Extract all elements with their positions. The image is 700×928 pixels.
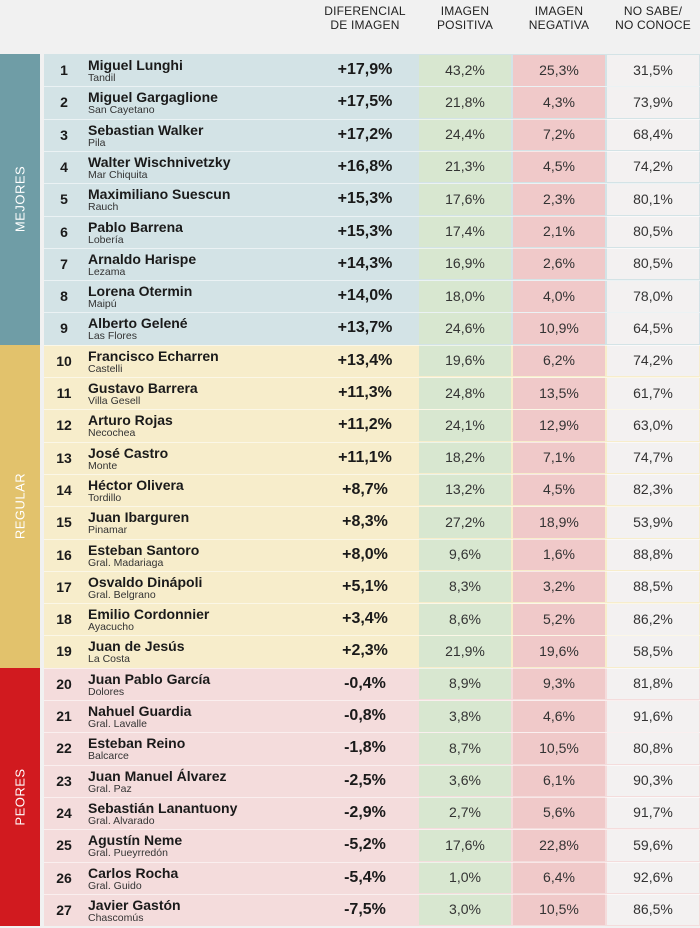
mayor-name: Walter Wischnivetzky bbox=[88, 153, 231, 170]
city-name: Monte bbox=[88, 459, 118, 472]
city-name: Tordillo bbox=[88, 491, 122, 504]
city-name: Ayacucho bbox=[88, 621, 134, 634]
diferencial-value: -1,8% bbox=[344, 739, 386, 757]
header-diferencial-line1: DIFERENCIAL bbox=[324, 4, 406, 18]
mayor-name: Agustín Neme bbox=[88, 832, 183, 849]
row-separator bbox=[44, 732, 700, 733]
mayor-name: Arturo Rojas bbox=[88, 412, 173, 429]
rank-number: 13 bbox=[56, 449, 72, 466]
table-row bbox=[0, 54, 700, 86]
no-sabe-value: 74,2% bbox=[607, 345, 699, 376]
mayor-name: Lorena Otermin bbox=[88, 283, 193, 300]
table-row bbox=[0, 829, 700, 861]
imagen-negativa-value: 10,5% bbox=[513, 733, 605, 764]
table-row bbox=[0, 248, 700, 280]
table-row bbox=[0, 216, 700, 248]
no-sabe-value: 88,5% bbox=[607, 571, 699, 602]
imagen-positiva-value: 43,2% bbox=[419, 55, 511, 86]
imagen-negativa-value: 9,3% bbox=[513, 668, 605, 699]
city-name: Lezama bbox=[88, 265, 126, 278]
row-separator bbox=[44, 571, 700, 572]
no-sabe-value: 81,8% bbox=[607, 668, 699, 699]
mayor-name: Javier Gastón bbox=[88, 896, 181, 913]
row-separator bbox=[44, 603, 700, 604]
table-row bbox=[0, 312, 700, 344]
diferencial-value: +8,7% bbox=[342, 480, 388, 498]
imagen-negativa-value: 25,3% bbox=[513, 55, 605, 86]
no-sabe-value: 80,1% bbox=[607, 184, 699, 215]
table-row bbox=[0, 732, 700, 764]
imagen-negativa-value: 18,9% bbox=[513, 507, 605, 538]
table-row bbox=[0, 635, 700, 667]
rank-number: 15 bbox=[56, 514, 72, 531]
imagen-positiva-value: 24,8% bbox=[419, 378, 511, 409]
city-name: Gral. Paz bbox=[88, 782, 132, 795]
no-sabe-value: 80,8% bbox=[607, 733, 699, 764]
imagen-positiva-value: 27,2% bbox=[419, 507, 511, 538]
header-negativa-line1: IMAGEN bbox=[534, 4, 584, 18]
diferencial-value: +14,0% bbox=[337, 287, 393, 305]
city-name: Castelli bbox=[88, 362, 123, 375]
diferencial-value: +11,3% bbox=[338, 384, 392, 401]
table-row bbox=[0, 409, 700, 441]
mayor-name: Nahuel Guardia bbox=[88, 703, 192, 719]
imagen-negativa-value: 6,2% bbox=[513, 345, 605, 376]
rank-number: 11 bbox=[56, 385, 72, 401]
table-row bbox=[0, 668, 700, 700]
imagen-positiva-value: 18,2% bbox=[419, 442, 511, 473]
city-name: Dolores bbox=[88, 685, 125, 698]
no-sabe-value: 64,5% bbox=[607, 313, 699, 344]
mayor-name: Esteban Santoro bbox=[88, 541, 200, 558]
rank-number: 24 bbox=[56, 804, 72, 821]
rank-number: 6 bbox=[60, 223, 68, 240]
imagen-negativa-value: 2,6% bbox=[513, 248, 605, 279]
diferencial-value: -0,8% bbox=[344, 707, 386, 724]
city-name: La Costa bbox=[88, 653, 131, 666]
no-sabe-value: 86,2% bbox=[607, 604, 699, 635]
imagen-positiva-value: 19,6% bbox=[419, 345, 511, 376]
imagen-positiva-value: 21,8% bbox=[419, 87, 511, 118]
rank-number: 2 bbox=[60, 94, 68, 111]
row-separator bbox=[44, 862, 700, 863]
diferencial-value: +11,1% bbox=[338, 448, 392, 466]
no-sabe-value: 74,2% bbox=[607, 151, 699, 182]
header-positiva-line2: POSITIVA bbox=[436, 18, 494, 32]
imagen-negativa-value: 4,5% bbox=[513, 151, 605, 182]
row-separator bbox=[44, 765, 700, 766]
table-row bbox=[0, 280, 700, 312]
imagen-negativa-value: 4,6% bbox=[513, 701, 605, 732]
diferencial-value: +16,8% bbox=[337, 157, 393, 175]
rank-number: 5 bbox=[60, 191, 68, 208]
rank-number: 1 bbox=[60, 62, 68, 78]
diferencial-value: +13,7% bbox=[337, 319, 393, 337]
mayor-name: Maximiliano Suescun bbox=[88, 186, 231, 203]
mayor-name: Francisco Echarren bbox=[88, 347, 219, 364]
diferencial-value: +2,3% bbox=[342, 642, 388, 660]
diferencial-value: +17,5% bbox=[337, 93, 393, 111]
imagen-negativa-value: 22,8% bbox=[513, 830, 605, 861]
city-name: Mar Chiquita bbox=[88, 168, 148, 181]
city-name: Necochea bbox=[88, 427, 136, 440]
city-name: Gral. Lavalle bbox=[88, 718, 147, 730]
diferencial-value: +8,0% bbox=[342, 545, 388, 563]
imagen-positiva-value: 8,3% bbox=[419, 571, 511, 602]
table-row bbox=[0, 86, 700, 118]
rank-number: 16 bbox=[56, 546, 72, 563]
city-name: Chascomús bbox=[88, 911, 144, 924]
no-sabe-value: 61,7% bbox=[607, 378, 699, 409]
mayor-name: Juan de Jesús bbox=[88, 638, 185, 655]
imagen-negativa-value: 6,4% bbox=[513, 862, 605, 893]
imagen-positiva-value: 9,6% bbox=[419, 539, 511, 570]
city-name: Villa Gesell bbox=[88, 395, 141, 407]
no-sabe-value: 88,8% bbox=[607, 539, 699, 570]
imagen-negativa-value: 7,2% bbox=[513, 119, 605, 150]
header-negativa-line2: NEGATIVA bbox=[528, 18, 590, 32]
city-name: Gral. Madariaga bbox=[88, 556, 164, 569]
diferencial-value: -0,4% bbox=[344, 674, 386, 692]
row-separator bbox=[44, 248, 700, 249]
diferencial-value: +15,3% bbox=[337, 190, 393, 208]
mayor-name: Arnaldo Harispe bbox=[88, 250, 197, 267]
mayor-name: Alberto Gelené bbox=[88, 315, 188, 332]
city-name: Gral. Guido bbox=[88, 879, 142, 892]
rank-number: 20 bbox=[56, 675, 72, 692]
header-positiva-line1: IMAGEN bbox=[440, 4, 490, 18]
city-name: Maipú bbox=[88, 298, 117, 311]
diferencial-value: +3,4% bbox=[342, 610, 388, 628]
rank-number: 7 bbox=[60, 255, 68, 272]
imagen-positiva-value: 8,6% bbox=[419, 604, 511, 635]
city-name: Lobería bbox=[88, 233, 124, 246]
header-no-sabe bbox=[607, 4, 699, 48]
table-row bbox=[0, 603, 700, 635]
rank-number: 21 bbox=[56, 708, 72, 724]
city-name: Pila bbox=[88, 136, 106, 149]
mayor-name: Juan Manuel Álvarez bbox=[88, 767, 227, 784]
no-sabe-value: 73,9% bbox=[607, 87, 699, 118]
row-separator bbox=[44, 797, 700, 798]
imagen-positiva-value: 17,6% bbox=[419, 184, 511, 215]
diferencial-value: -7,5% bbox=[344, 900, 386, 918]
table-header bbox=[0, 0, 700, 53]
diferencial-value: +14,3% bbox=[337, 254, 393, 272]
rank-number: 23 bbox=[56, 772, 72, 789]
mayor-name: Sebastián Lanantuony bbox=[88, 799, 238, 816]
diferencial-value: +13,4% bbox=[337, 351, 393, 369]
city-name: Gral. Pueyrredón bbox=[88, 847, 168, 860]
mayor-name: Miguel Lunghi bbox=[88, 57, 183, 73]
table-row bbox=[0, 377, 700, 409]
mayor-name: Juan Ibarguren bbox=[88, 509, 190, 526]
city-name: Rauch bbox=[88, 201, 119, 214]
diferencial-value: +17,9% bbox=[337, 61, 393, 78]
row-separator bbox=[44, 86, 700, 87]
imagen-negativa-value: 12,9% bbox=[513, 410, 605, 441]
group-label: REGULAR bbox=[12, 473, 28, 540]
header-nosabe-line1: NO SABE/ bbox=[623, 4, 683, 18]
no-sabe-value: 63,0% bbox=[607, 410, 699, 441]
rank-number: 27 bbox=[56, 901, 72, 918]
city-name: San Cayetano bbox=[88, 104, 155, 117]
header-imagen-positiva bbox=[419, 4, 511, 48]
table-row bbox=[0, 765, 700, 797]
rank-number: 18 bbox=[56, 611, 72, 628]
imagen-negativa-value: 2,1% bbox=[513, 216, 605, 247]
row-separator bbox=[44, 829, 700, 830]
row-separator bbox=[44, 894, 700, 895]
imagen-positiva-value: 8,7% bbox=[419, 733, 511, 764]
imagen-negativa-value: 3,2% bbox=[513, 571, 605, 602]
no-sabe-value: 78,0% bbox=[607, 281, 699, 312]
header-diferencial bbox=[320, 4, 410, 48]
table-row bbox=[0, 442, 700, 474]
rank-number: 19 bbox=[56, 643, 72, 660]
row-separator bbox=[44, 119, 700, 120]
mayor-name: Miguel Gargaglione bbox=[88, 89, 218, 106]
imagen-negativa-value: 6,1% bbox=[513, 765, 605, 796]
table-row bbox=[0, 119, 700, 151]
imagen-positiva-value: 24,6% bbox=[419, 313, 511, 344]
imagen-positiva-value: 21,9% bbox=[419, 636, 511, 667]
diferencial-value: -5,4% bbox=[344, 868, 386, 886]
row-separator bbox=[44, 345, 700, 346]
table-row bbox=[0, 345, 700, 377]
row-separator bbox=[44, 183, 700, 184]
no-sabe-value: 86,5% bbox=[607, 894, 699, 925]
row-separator bbox=[44, 506, 700, 507]
no-sabe-value: 80,5% bbox=[607, 248, 699, 279]
rank-number: 22 bbox=[56, 740, 72, 757]
row-separator bbox=[44, 409, 700, 410]
imagen-negativa-value: 4,0% bbox=[513, 281, 605, 312]
mayor-name: Osvaldo Dinápoli bbox=[88, 573, 203, 590]
city-name: Gral. Alvarado bbox=[88, 814, 155, 827]
mayor-name: Gustavo Barrera bbox=[88, 380, 198, 396]
imagen-positiva-value: 3,0% bbox=[419, 894, 511, 925]
imagen-negativa-value: 10,9% bbox=[513, 313, 605, 344]
row-separator bbox=[44, 700, 700, 701]
imagen-negativa-value: 10,5% bbox=[513, 894, 605, 925]
imagen-negativa-value: 5,2% bbox=[513, 604, 605, 635]
rank-number: 17 bbox=[56, 578, 72, 595]
no-sabe-value: 82,3% bbox=[607, 474, 699, 505]
table-row bbox=[0, 506, 700, 538]
table-row bbox=[0, 862, 700, 894]
imagen-positiva-value: 8,9% bbox=[419, 668, 511, 699]
no-sabe-value: 91,6% bbox=[607, 701, 699, 732]
rank-number: 14 bbox=[56, 481, 72, 498]
imagen-negativa-value: 7,1% bbox=[513, 442, 605, 473]
imagen-positiva-value: 24,1% bbox=[419, 410, 511, 441]
no-sabe-value: 59,6% bbox=[607, 830, 699, 861]
table-row bbox=[0, 894, 700, 926]
rank-number: 8 bbox=[60, 288, 68, 305]
rank-number: 10 bbox=[56, 352, 72, 369]
row-separator bbox=[44, 151, 700, 152]
row-separator bbox=[44, 635, 700, 636]
imagen-positiva-value: 3,6% bbox=[419, 765, 511, 796]
header-diferencial-line2: DE IMAGEN bbox=[330, 18, 400, 32]
header-imagen-negativa bbox=[513, 4, 605, 48]
city-name: Balcarce bbox=[88, 750, 129, 763]
imagen-positiva-value: 18,0% bbox=[419, 281, 511, 312]
mayor-name: Juan Pablo García bbox=[88, 670, 211, 687]
diferencial-value: +11,2% bbox=[338, 416, 392, 434]
rank-number: 3 bbox=[60, 126, 68, 143]
mayor-name: Esteban Reino bbox=[88, 735, 186, 752]
diferencial-value: +17,2% bbox=[337, 125, 393, 143]
city-name: Gral. Belgrano bbox=[88, 588, 156, 601]
rank-number: 25 bbox=[56, 837, 72, 854]
table-row bbox=[0, 183, 700, 215]
no-sabe-value: 68,4% bbox=[607, 119, 699, 150]
table-row bbox=[0, 151, 700, 183]
table-row bbox=[0, 797, 700, 829]
header-nosabe-line2: NO CONOCE bbox=[615, 18, 691, 32]
mayor-name: José Castro bbox=[88, 444, 169, 461]
city-name: Las Flores bbox=[88, 330, 138, 343]
mayor-name: Sebastian Walker bbox=[88, 121, 204, 138]
city-name: Pinamar bbox=[88, 524, 128, 537]
diferencial-value: +8,3% bbox=[342, 513, 388, 531]
row-separator bbox=[44, 442, 700, 443]
imagen-negativa-value: 1,6% bbox=[513, 539, 605, 570]
rank-number: 9 bbox=[60, 320, 68, 337]
table-row bbox=[0, 700, 700, 732]
imagen-positiva-value: 17,4% bbox=[419, 216, 511, 247]
imagen-negativa-value: 5,6% bbox=[513, 797, 605, 828]
imagen-positiva-value: 3,8% bbox=[419, 701, 511, 732]
no-sabe-value: 31,5% bbox=[607, 55, 699, 86]
imagen-positiva-value: 1,0% bbox=[419, 862, 511, 893]
row-separator bbox=[44, 280, 700, 281]
group-label: PEORES bbox=[12, 768, 28, 826]
imagen-positiva-value: 13,2% bbox=[419, 474, 511, 505]
mayor-name: Emilio Cordonnier bbox=[88, 606, 210, 623]
imagen-positiva-value: 16,9% bbox=[419, 248, 511, 279]
rank-number: 12 bbox=[56, 417, 72, 434]
imagen-negativa-value: 4,5% bbox=[513, 474, 605, 505]
table-row bbox=[0, 571, 700, 603]
row-separator bbox=[44, 539, 700, 540]
row-separator bbox=[44, 312, 700, 313]
diferencial-value: -2,9% bbox=[344, 803, 386, 821]
imagen-positiva-value: 24,4% bbox=[419, 119, 511, 150]
no-sabe-value: 80,5% bbox=[607, 216, 699, 247]
no-sabe-value: 53,9% bbox=[607, 507, 699, 538]
mayor-name: Héctor Olivera bbox=[88, 476, 184, 493]
group-label: MEJORES bbox=[12, 166, 28, 233]
row-separator bbox=[44, 216, 700, 217]
diferencial-value: +5,1% bbox=[342, 577, 388, 595]
imagen-positiva-value: 17,6% bbox=[419, 830, 511, 861]
table-row bbox=[0, 474, 700, 506]
imagen-negativa-value: 13,5% bbox=[513, 378, 605, 409]
no-sabe-value: 91,7% bbox=[607, 797, 699, 828]
rank-number: 4 bbox=[60, 158, 68, 175]
no-sabe-value: 92,6% bbox=[607, 862, 699, 893]
row-separator bbox=[44, 668, 700, 669]
diferencial-value: -5,2% bbox=[344, 836, 386, 854]
row-separator bbox=[44, 377, 700, 378]
table-row bbox=[0, 539, 700, 571]
no-sabe-value: 58,5% bbox=[607, 636, 699, 667]
imagen-negativa-value: 2,3% bbox=[513, 184, 605, 215]
imagen-negativa-value: 4,3% bbox=[513, 87, 605, 118]
imagen-negativa-value: 19,6% bbox=[513, 636, 605, 667]
imagen-positiva-value: 2,7% bbox=[419, 797, 511, 828]
diferencial-value: -2,5% bbox=[344, 771, 386, 789]
diferencial-value: +15,3% bbox=[337, 222, 393, 240]
row-separator bbox=[44, 474, 700, 475]
imagen-positiva-value: 21,3% bbox=[419, 151, 511, 182]
city-name: Tandil bbox=[88, 72, 116, 84]
rank-number: 26 bbox=[56, 869, 72, 886]
mayor-name: Carlos Rocha bbox=[88, 864, 179, 881]
no-sabe-value: 90,3% bbox=[607, 765, 699, 796]
no-sabe-value: 74,7% bbox=[607, 442, 699, 473]
mayor-name: Pablo Barrena bbox=[88, 218, 183, 235]
